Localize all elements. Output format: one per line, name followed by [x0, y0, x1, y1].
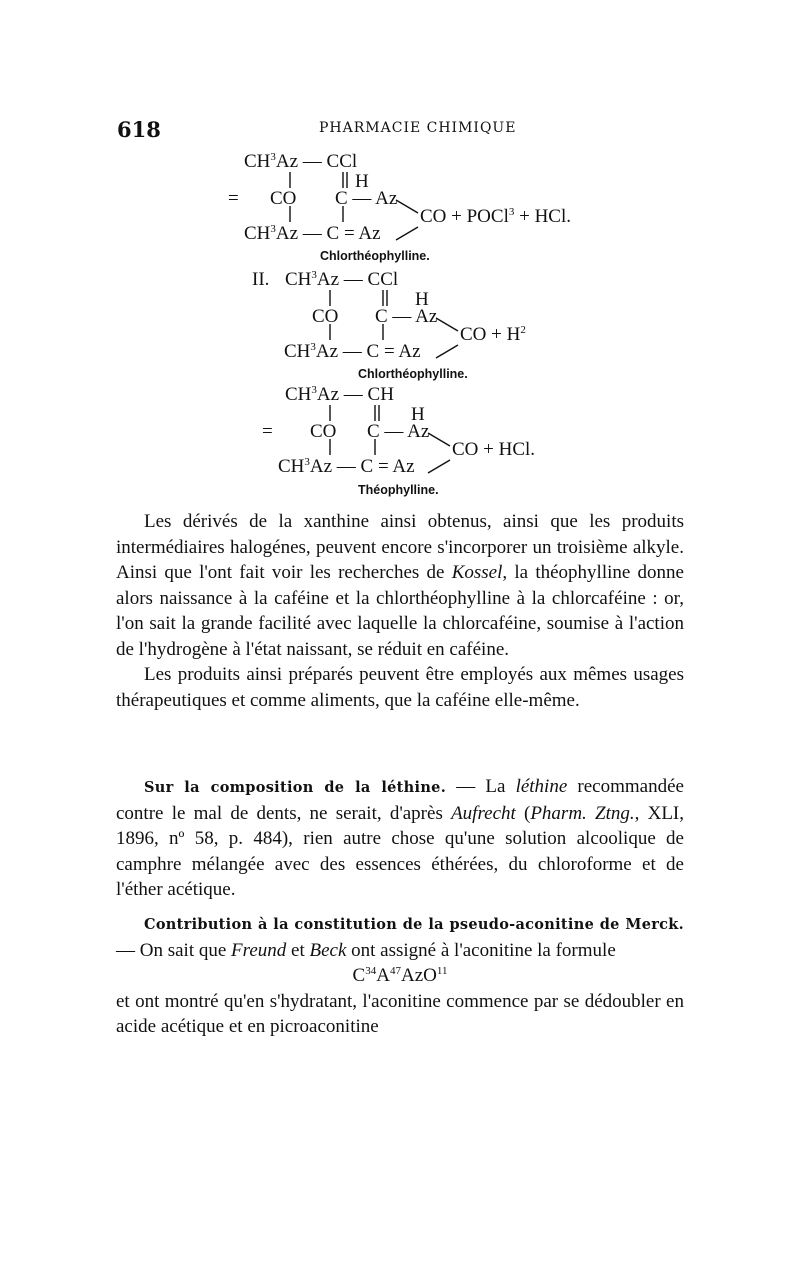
scheme3-c-az: C — Az — [367, 421, 430, 442]
scheme1-equals: = — [228, 188, 239, 209]
running-head: PHARMACIE CHIMIQUE — [319, 120, 517, 136]
paragraph-text: recommandée contre le mal de dents, ne serait, d'après — [116, 776, 684, 824]
scheme2-label: II. — [252, 269, 270, 290]
scheme1-caption: Chlorthéophylline. — [320, 249, 430, 263]
section-heading-lethine: Sur la composition de la léthine. — [144, 779, 447, 796]
scheme2-c-az: C — Az — [375, 306, 438, 327]
paragraph-products-usage: Les produits ainsi préparés peuvent être employés aux mêmes usages thérapeutiques et comme aliments, que la caféine elle-même. — [116, 664, 684, 711]
scheme1-co: CO — [270, 188, 297, 209]
scheme3-row1: $CH^3Az$ — CH — [285, 384, 394, 405]
scheme3-row3: $CH^3Az$ — C = Az — [278, 456, 415, 477]
scheme3-co: CO — [310, 421, 337, 442]
paragraph-text: — On sait que — [116, 939, 232, 961]
paragraph-hydration: et ont montré qu'en s'hydratant, l'aconitine commence par se dédoubler en acide acétique et en picroaconitine — [116, 990, 684, 1037]
paragraph-text: , XLI, 1896, nº 58, p. 484), rien autre chose qu'une solution alcoolique de camphre mélangée avec des essences éthérées, du chloroforme et de l'éther acétique. — [116, 802, 684, 900]
author-aufrecht: Aufrecht — [451, 802, 516, 824]
journal-citation: Pharm. Ztng. — [530, 802, 635, 824]
section-lethine — [116, 774, 684, 903]
scheme3-equals: = — [262, 421, 273, 442]
scheme3-caption: Théophylline. — [358, 483, 439, 497]
author-beck: Beck — [309, 939, 347, 961]
scheme1-c-az: C — Az — [335, 188, 398, 209]
scheme3-products: CO + HCl. — [452, 439, 536, 460]
scheme3-h: H — [411, 404, 425, 425]
scheme2-products: CO + $H^2$ — [460, 324, 526, 345]
section-heading-aconitine: Contribution à la constitution de la pseudo-aconitine de Merck. — [144, 916, 684, 933]
paragraph-text: et — [286, 939, 310, 961]
scheme1-row1: $CH^3Az$ — CCl — [244, 151, 358, 172]
paragraph-xanthine-derivatives — [116, 509, 684, 662]
paragraph-lethine — [116, 774, 684, 903]
scheme1-h: H — [355, 171, 369, 192]
paragraph-text: Les dérivés de la xanthine ainsi obtenus, ainsi que les produits intermédiaires halogénes, peuvent encore s'incorporer un troisième alkyle. Ainsi que l'ont fait voir les recherches de — [116, 511, 684, 583]
paragraph-text: ( — [515, 802, 531, 824]
scheme2-caption: Chlorthéophylline. — [358, 367, 468, 381]
scheme2-row3: $CH^3Az$ — C = Az — [284, 341, 421, 362]
term-lethine: léthine — [515, 776, 568, 797]
scheme1-products: CO + POCl$^3$ + HCl. — [420, 206, 571, 227]
page-number: 618 — [117, 117, 161, 142]
paragraph-text: , la théophylline donne alors naissance à la caféine et la chlorthéophylline à la chlorcaféine : or, l'on sait la grande facilité avec laquelle la chlorcaféine, soumise à l'action de l'hydrogène à l'état naissant, se réduit en caféine. — [116, 562, 684, 660]
section-pseudo-aconitine — [116, 911, 684, 1040]
body-text-block-1 — [116, 509, 684, 713]
scheme2-h: H — [415, 289, 429, 310]
aconitine-formula: $C^{34}A^{47}AzO^{11}$ — [352, 965, 448, 986]
paragraph-aconitine — [116, 911, 684, 963]
author-freund: Freund — [231, 939, 287, 961]
scheme2-row1: $CH^3Az$ — CCl — [285, 269, 399, 290]
scheme2-co: CO — [312, 306, 339, 327]
paragraph-text: ont assigné à l'aconitine la formule — [346, 939, 616, 961]
author-kossel: Kossel — [451, 562, 503, 583]
paragraph-text: — La — [446, 776, 516, 797]
scheme1-row3: $CH^3Az$ — C = Az — [244, 223, 381, 244]
